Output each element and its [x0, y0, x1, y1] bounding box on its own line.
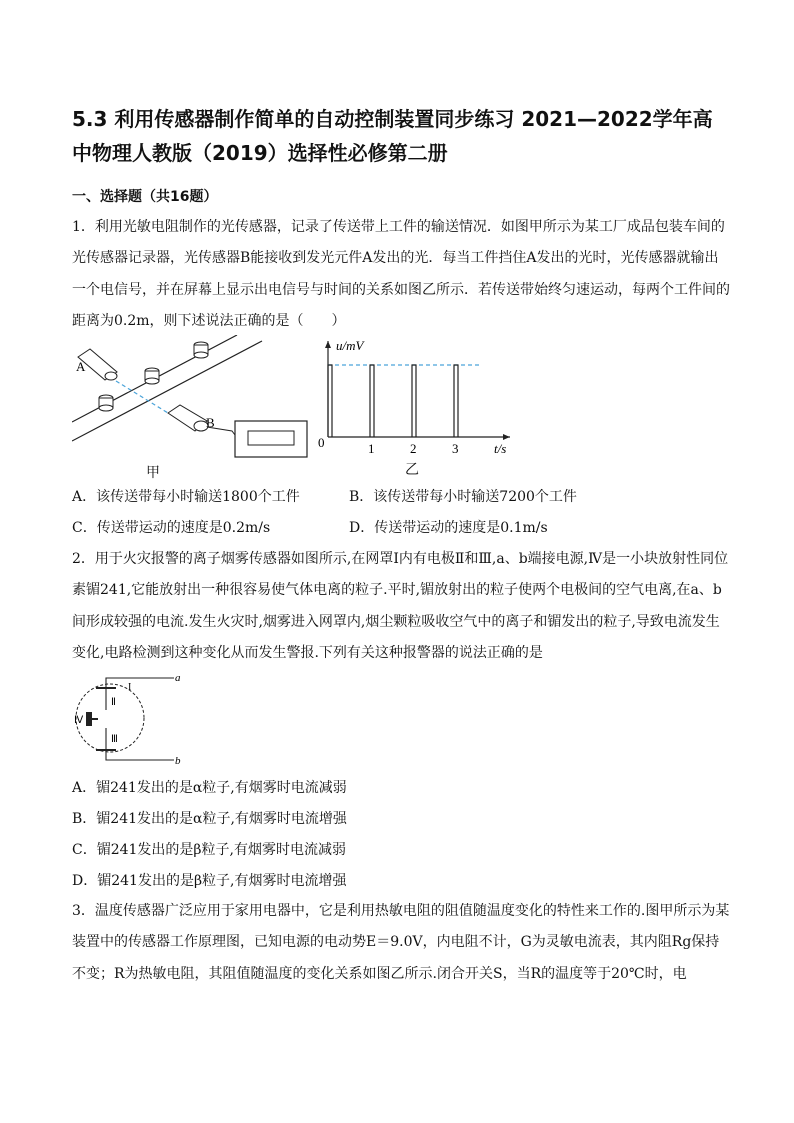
- question-1-option-b: B．该传送带每小时输送7200个工件: [349, 489, 577, 505]
- label-i: I: [128, 682, 132, 693]
- label-iii: Ⅲ: [111, 734, 118, 745]
- figure-jia-conveyor: [72, 335, 312, 475]
- document-title: 5.3 利用传感器制作简单的自动控制装置同步练习 2021—2022学年高中物理人教版（2019）选择性必修第二册: [72, 107, 713, 165]
- question-1-option-c: C．传送带运动的速度是0.2m/s: [72, 520, 271, 536]
- label-a: A: [76, 359, 86, 374]
- label-b: B: [206, 415, 215, 430]
- x-tick-label: 3: [452, 441, 459, 456]
- section-heading: 一、选择题（共16题）: [72, 189, 218, 205]
- pulse: [370, 365, 374, 437]
- question-1-option-a: A．该传送带每小时输送1800个工件: [72, 489, 300, 505]
- question-2-option-d: D．镅241发出的是β粒子,有烟雾时电流增强: [72, 873, 347, 889]
- terminal-b-label: b: [175, 755, 181, 767]
- question-2-option-c: C．镅241发出的是β粒子,有烟雾时电流减弱: [72, 842, 346, 858]
- americium-source-iv: [86, 712, 92, 726]
- x-tick-label: 2: [410, 441, 417, 456]
- label-iv: Ⅳ: [74, 715, 84, 726]
- x-tick-label: 1: [368, 441, 375, 456]
- workpiece: [145, 368, 159, 384]
- label-ii: Ⅱ: [111, 697, 116, 708]
- belt-edge-lower: [72, 341, 262, 441]
- figure-caption-yi: 乙: [405, 462, 419, 478]
- question-2-option-b: B．镅241发出的是α粒子,有烟雾时电流增强: [72, 811, 347, 827]
- workpiece: [194, 342, 208, 358]
- y-axis-label: u/mV: [336, 338, 364, 353]
- pulse: [454, 365, 458, 437]
- pulse: [328, 365, 332, 437]
- origin-label: 0: [318, 435, 325, 450]
- question-1-option-d: D．传送带运动的速度是0.1m/s: [349, 520, 548, 536]
- x-axis-label: t/s: [494, 441, 507, 456]
- workpiece: [99, 395, 113, 411]
- light-sensor-b: [168, 405, 208, 431]
- question-2-option-a: A．镅241发出的是α粒子,有烟雾时电流减弱: [72, 780, 347, 796]
- wire-a: [106, 678, 174, 688]
- question-3-stem: 3．温度传感器广泛应用于家用电器中，它是利用热敏电阻的阻值随温度变化的特性来工作的.图甲所示为某装置中的传感器工作原理图，已知电源的电动势E＝9.0V，内电阻不计，G为灵敏电流表，其内阻Rg保持不变；R为热敏电阻，其阻值随温度的变化关系如图乙所示.闭合开关S，当R的温度等于20℃时，电: [72, 903, 730, 982]
- light-beam: [116, 381, 168, 413]
- question-1-stem: 1．利用光敏电阻制作的光传感器，记录了传送带上工件的输送情况．如图甲所示为某工厂成品包装车间的光传感器记录器，光传感器B能接收到发光元件A发出的光．每当工件挡住A发出的光时，光传感器就输出一个电信号，并在屏幕上显示出电信号与时间的关系如图乙所示．若传送带始终匀速运动，每两个工件间的距离为0.2m，则下述说法正确的是（ ）: [72, 219, 730, 329]
- figure-smoke-detector: [72, 670, 192, 770]
- terminal-a-label: a: [175, 672, 181, 684]
- figure-caption-jia: 甲: [146, 465, 160, 481]
- pulse: [412, 365, 416, 437]
- figure-yi-signal-chart: [310, 335, 520, 465]
- question-2-stem: 2．用于火灾报警的离子烟雾传感器如图所示,在网罩Ⅰ内有电极Ⅱ和Ⅲ,a、b端接电源,Ⅳ是一小块放射性同位素镅241,它能放射出一种很容易使气体电离的粒子.平时,镅放射出的粒子使两个电极间的空气电离,在a、b间形成较强的电流.发生火灾时,烟雾进入网罩内,烟尘颗粒吸收空气中的离子和镅发出的粒子,导致电流发生变化,电路检测到这种变化从而发生警报.下列有关这种报警器的说法正确的是: [72, 551, 729, 661]
